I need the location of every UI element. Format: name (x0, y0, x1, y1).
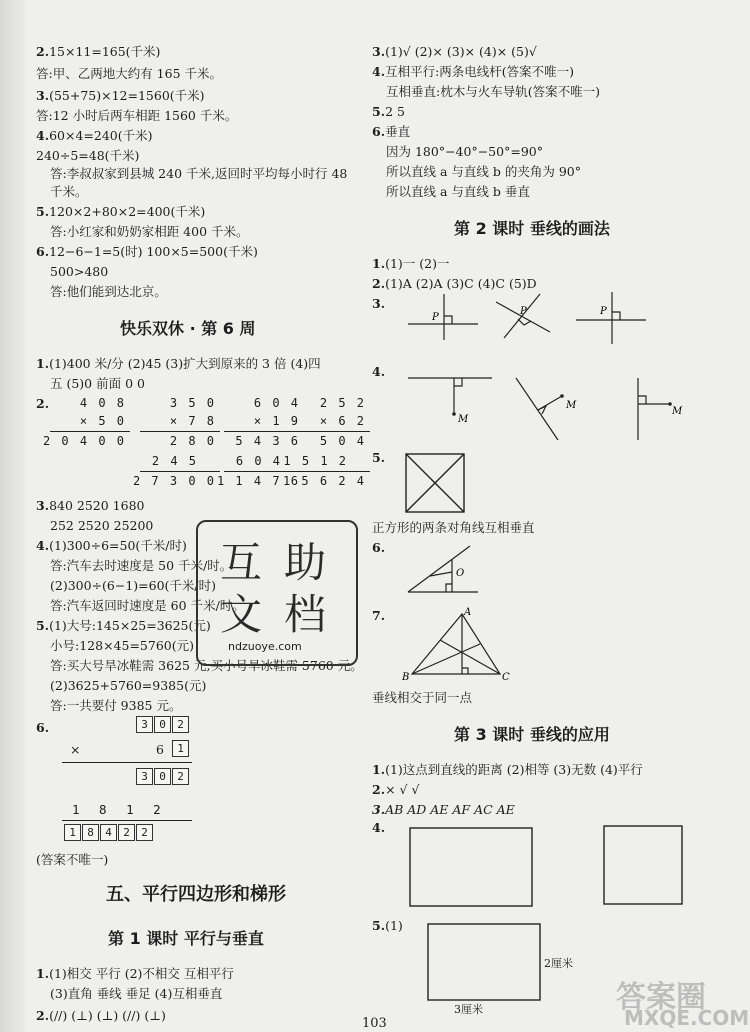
mult-3-r: 1 5 6 2 4 (282, 474, 366, 488)
q6-box-r5-4: 2 (136, 824, 153, 841)
stamp-url: ndzuoye.com (228, 640, 302, 653)
q4-f1-point (452, 412, 456, 416)
left-line-5: 240÷5=48(千米) (36, 148, 140, 163)
watermark-bottom: MXQE.COM (624, 1006, 750, 1030)
mult-2-line (224, 431, 304, 432)
mult-2-p1: 5 4 3 6 (235, 434, 300, 448)
q4b-rect-2 (604, 826, 682, 904)
right-line-0: 3.(1)√ (2)× (3)× (4)× (5)√ (372, 44, 537, 59)
left2-line-10: 答:一共要付 9385 元。 (50, 698, 182, 713)
q6-box-r1-2: 2 (172, 716, 189, 733)
left2-line-3: 答:汽车去时速度是 50 千米/时。 (50, 558, 233, 573)
lesson3-line-2: 3.AB AD AE AF AC AE (372, 802, 515, 817)
book-spine (0, 0, 26, 1032)
q6-box-r3-2: 2 (172, 768, 189, 785)
week-line-1: 五 (5)0 前面 0 0 (50, 376, 145, 391)
q6-O: O (456, 568, 465, 579)
q6-box-r5-2: 4 (100, 824, 117, 841)
mult-2-r: 1 1 4 7 6 (216, 474, 300, 488)
stamp-char-2: 助 (284, 538, 327, 587)
page-number: 103 (362, 1016, 387, 1031)
q3-f1-P: P (432, 312, 439, 323)
left2-line-6: 5.(1)大号:145×25=3625(元) (36, 618, 211, 633)
q4-figures (400, 370, 730, 450)
q6-angle-figure (404, 542, 484, 602)
q3-label: 3. (372, 296, 386, 311)
q4-f2-line (516, 378, 558, 440)
q4-f1-right-angle (454, 378, 462, 386)
watermark-top: 答案圈 (616, 980, 706, 1015)
left2-line-5: 答:汽车返回时速度是 60 千米/时。 (50, 598, 245, 613)
lesson3-line-1: 2.× √ √ (372, 782, 420, 797)
left-line-3: 答:12 小时后两车相距 1560 千米。 (36, 108, 238, 123)
mult-0 (42, 396, 130, 448)
q5b-rectangle (426, 922, 546, 1004)
week-line-0: 1.(1)400 米/分 (2)45 (3)扩大到原来的 3 倍 (4)四 (36, 356, 321, 371)
q6r-label: 6. (372, 540, 386, 555)
left-line-0: 2.15×11=165(千米) (36, 44, 161, 59)
left-line-12: 答:他们能到达北京。 (50, 284, 167, 299)
stamp-char-1: 互 (220, 538, 263, 587)
q6-row4: 1 8 1 2 (72, 802, 167, 817)
q4b-rectangles (408, 824, 748, 914)
mult-2-line2 (224, 471, 304, 472)
mult-3 (282, 396, 370, 492)
mult-0-b: × 5 0 (79, 414, 126, 428)
left2-line-2: 4.(1)300÷6=50(千米/时) (36, 538, 187, 553)
lesson2-line-0: 1.(1)一 (2)一 (372, 256, 450, 271)
stamp-char-3: 文 (220, 590, 263, 639)
q3-f3-right-angle (612, 312, 620, 320)
q4-f3-right-angle (638, 396, 646, 404)
mult-3-a: 2 5 2 (319, 396, 366, 410)
q6-times: × (70, 742, 81, 757)
lesson1-title: 第 1 课时 平行与垂直 (108, 929, 264, 948)
mult-3-p1: 5 0 4 (319, 434, 366, 448)
q4-f1-M: M (458, 414, 469, 425)
q6-row2-plain: 6 (156, 742, 164, 757)
stamp-char-4: 档 (284, 590, 327, 639)
q5b-label: 5.(1) (372, 918, 403, 933)
mult-1-p1: 2 8 0 (169, 434, 216, 448)
right-line-7: 所以直线 a 与直线 b 垂直 (386, 184, 530, 199)
left-line-6: 答:李叔叔家到县城 240 千米,返回时平均每小时行 48 (50, 166, 348, 181)
q6-box-r3-0: 3 (136, 768, 153, 785)
lesson3-title: 第 3 课时 垂线的应用 (454, 725, 610, 744)
mult-1-a: 3 5 0 (169, 396, 216, 410)
right-line-1: 4.互相平行:两条电线杆(答案不唯一) (372, 64, 575, 79)
q6-box-r3-1: 0 (154, 768, 171, 785)
mult-1-line2 (140, 471, 220, 472)
mult-0-a: 4 0 8 (79, 396, 126, 410)
q6-box-r1-1: 0 (154, 716, 171, 733)
q5b-dim-bottom: 3厘米 (454, 1003, 483, 1016)
lesson2-line-1: 2.(1)A (2)A (3)C (4)C (5)D (372, 276, 537, 291)
right-line-5: 因为 180°−40°−50°=90° (386, 144, 543, 159)
left-line-11: 500>480 (50, 264, 109, 279)
q7-triangle (412, 614, 500, 674)
q4-label: 4. (372, 364, 386, 379)
q6-note: (答案不唯一) (36, 852, 109, 867)
q6-box-r5-1: 8 (82, 824, 99, 841)
q6-box-r2: 1 (172, 740, 189, 757)
mult-2-b: × 1 9 (253, 414, 300, 428)
mult-3-p2: 1 5 1 2 (283, 454, 348, 468)
q4-f3-M: M (672, 406, 683, 417)
chapter-title: 五、平行四边形和梯形 (106, 884, 286, 905)
mult-3-b: × 6 2 (319, 414, 366, 428)
q6-line-1 (62, 762, 192, 763)
q7-caption: 垂线相交于同一点 (372, 690, 473, 705)
q7-label: 7. (372, 608, 386, 623)
q5-square-figure (404, 452, 468, 516)
q5-caption: 正方形的两条对角线互相垂直 (372, 520, 535, 535)
left-line-4: 4.60×4=240(千米) (36, 128, 153, 143)
q7-triangle-figure (400, 606, 510, 682)
week-heading: 快乐双休 · 第 6 周 (120, 319, 256, 338)
mult-1-r: 2 7 3 0 0 (132, 474, 216, 488)
left-line-1: 答:甲、乙两地大约有 165 千米。 (36, 66, 223, 81)
q3-figures (400, 290, 730, 350)
right-line-2: 互相垂直:枕木与火车导轨(答案不唯一) (386, 84, 600, 99)
q6-right-angle (446, 584, 452, 592)
q6-box-r5-0: 1 (64, 824, 81, 841)
mult-2-a: 6 0 4 (253, 396, 300, 410)
left2-line-1: 252 2520 25200 (50, 518, 154, 533)
left2-line-0: 3.840 2520 1680 (36, 498, 145, 513)
q4-f2-M: M (566, 400, 577, 411)
q7-B: B (402, 672, 410, 683)
q5b-dim-right: 2厘米 (544, 957, 573, 970)
right-line-6: 所以直线 a 与直线 b 的夹角为 90° (386, 164, 581, 179)
q4b-rect-1 (410, 828, 532, 906)
q5-label: 5. (372, 450, 386, 465)
lesson1-line-2: 2.(//) (⊥) (⊥) (//) (⊥) (36, 1008, 166, 1023)
lesson3-line-0: 1.(1)这点到直线的距离 (2)相等 (3)无数 (4)平行 (372, 762, 643, 777)
left2-line-4: (2)300÷(6−1)=60(千米/时) (50, 578, 217, 593)
q3-f2-P: P (520, 306, 527, 317)
left2-line-9: (2)3625+5760=9385(元) (50, 678, 207, 693)
mult-1-line (140, 431, 220, 432)
mult-3-line2 (300, 471, 370, 472)
mult-0-line (50, 431, 130, 432)
mult-1-p2: 2 4 5 (151, 454, 198, 468)
q6-box-r5-3: 2 (118, 824, 135, 841)
q4b-label: 4. (372, 820, 386, 835)
right-line-4: 6.垂直 (372, 124, 411, 139)
left-line-10: 6.12−6−1=5(时) 100×5=500(千米) (36, 244, 258, 259)
q6-box-r1-0: 3 (136, 716, 153, 733)
q6-label: 6. (36, 720, 50, 735)
watermark-stamp (196, 520, 358, 666)
mult-1 (132, 396, 220, 492)
left-line-7: 千米。 (50, 184, 88, 199)
q7-C: C (502, 672, 510, 683)
left-line-2: 3.(55+75)×12=1560(千米) (36, 88, 205, 103)
q4-f2-point (560, 394, 564, 398)
q6-line-2 (62, 820, 192, 821)
q7-right-angle (462, 668, 468, 674)
mult-0-r: 2 0 4 0 0 (42, 434, 126, 448)
q7-altitude-c (440, 640, 500, 674)
lesson1-line-1: (3)直角 垂线 垂足 (4)互相垂直 (50, 986, 223, 1001)
q7-altitude-b (412, 644, 480, 674)
mult-2-p2: 6 0 4 (235, 454, 282, 468)
q3-f3-P: P (600, 306, 607, 317)
mult-1-b: × 7 8 (169, 414, 216, 428)
left-line-8: 5.120×2+80×2=400(千米) (36, 204, 206, 219)
mult-label: 2. (36, 396, 50, 411)
lesson1-line-0: 1.(1)相交 平行 (2)不相交 互相平行 (36, 966, 234, 981)
lesson2-title: 第 2 课时 垂线的画法 (454, 219, 610, 238)
right-line-3: 5.2 5 (372, 104, 405, 119)
q3-f1-right-angle (444, 316, 452, 324)
q5b-rect (428, 924, 540, 1000)
left2-line-8: 答:买大号旱冰鞋需 3625 元,买小号旱冰鞋需 5760 元。 (50, 658, 363, 673)
left2-line-7: 小号:128×45=5760(元) (50, 638, 194, 653)
mult-3-line (300, 431, 370, 432)
left-line-9: 答:小红家和奶奶家相距 400 千米。 (50, 224, 249, 239)
q7-A: A (464, 607, 472, 618)
